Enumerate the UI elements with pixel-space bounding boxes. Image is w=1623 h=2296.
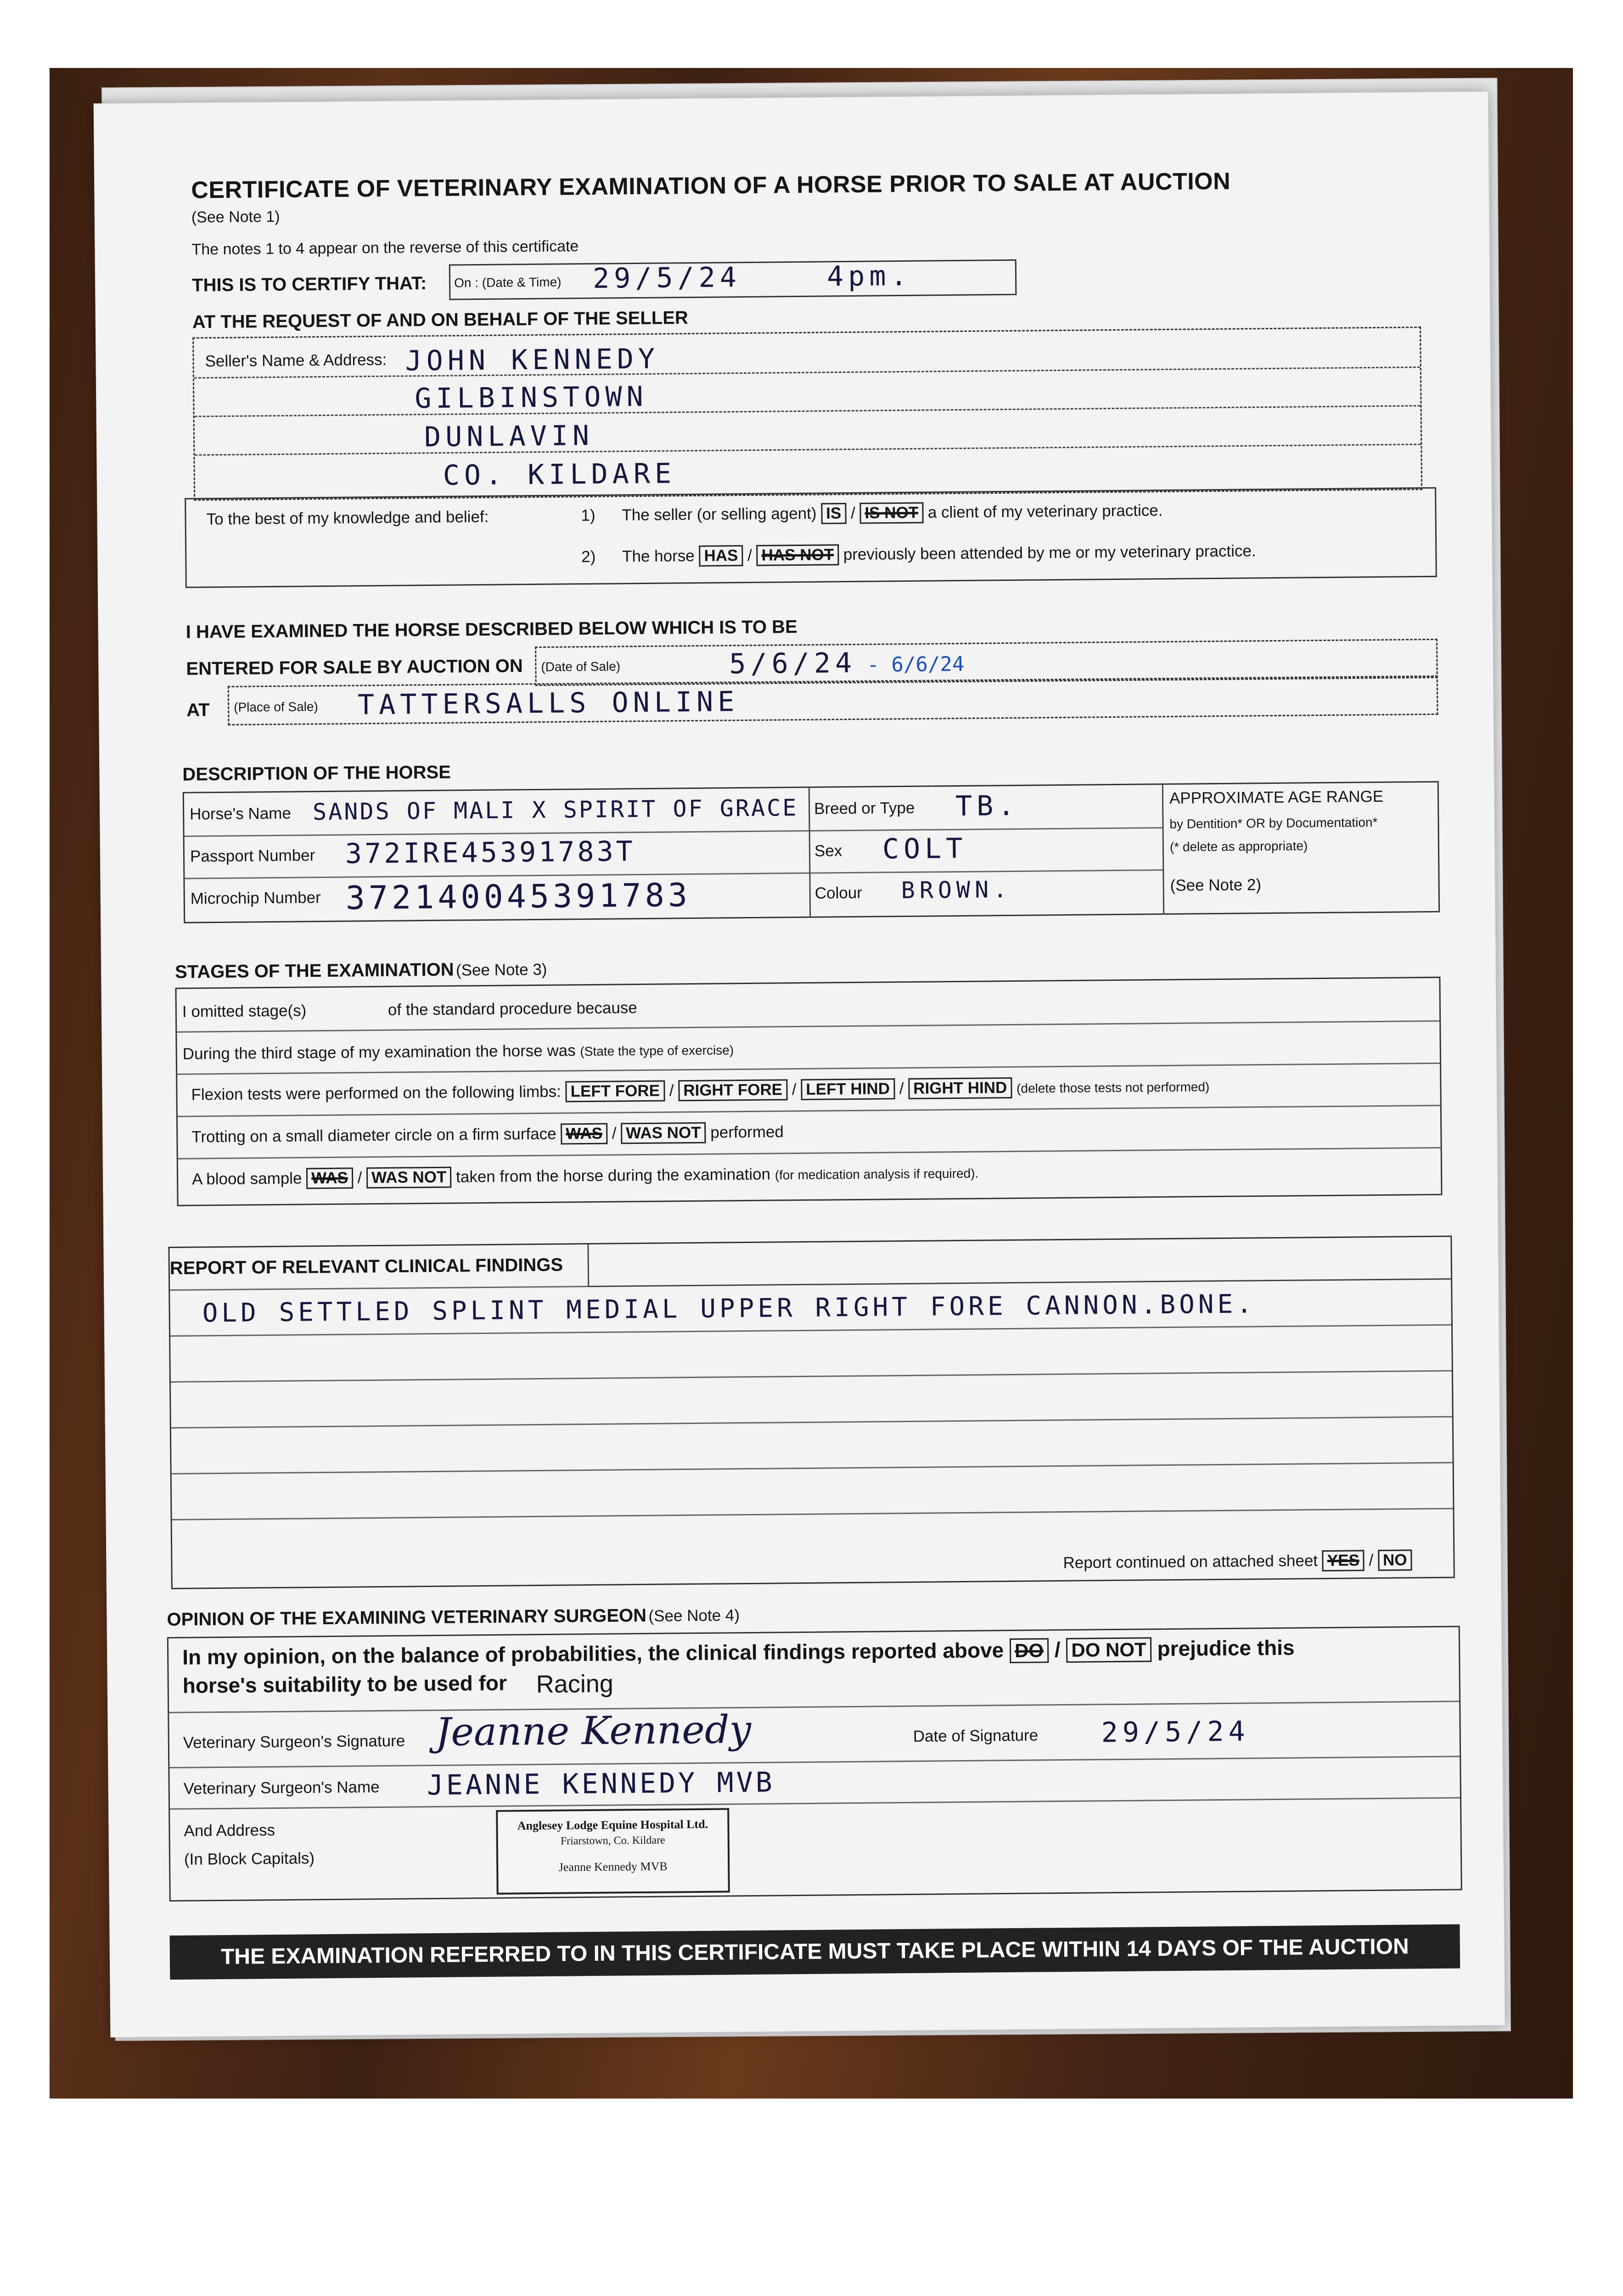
opinion-line-1	[182, 1635, 1295, 1671]
stages-see-note: (See Note 3)	[455, 960, 547, 979]
third-stage-note: (State the type of exercise)	[580, 1043, 734, 1059]
certify-date-label: On : (Date & Time)	[454, 275, 562, 290]
blood-label: A blood sample	[191, 1169, 302, 1188]
report-continued-row	[1063, 1549, 1412, 1574]
certify-time-value: 4pm.	[826, 259, 912, 293]
signature-label: Veterinary Surgeon's Signature	[183, 1732, 405, 1752]
slash: /	[747, 546, 753, 564]
certify-label: THIS IS TO CERTIFY THAT:	[191, 273, 427, 296]
signature-date-label: Date of Signature	[913, 1726, 1039, 1745]
findings-box	[168, 1236, 1455, 1589]
sex-value: COLT	[882, 832, 967, 866]
surgeon-name-value: JEANNE KENNEDY MVB	[427, 1766, 775, 1802]
passport-value: 372IRE45391783T	[345, 835, 636, 870]
belief-label: To the best of my knowledge and belief:	[206, 507, 489, 529]
opinion-box	[167, 1626, 1462, 1902]
certificate-title: CERTIFICATE OF VETERINARY EXAMINATION OF A HORSE PRIOR TO SALE AT AUCTION	[191, 168, 1231, 204]
belief-item-1	[581, 500, 1162, 526]
blood-row	[192, 1162, 978, 1190]
item2-option-has-not: HAS NOT	[756, 544, 839, 566]
report-continued-label: Report continued on attached sheet	[1063, 1552, 1318, 1572]
item2-num: 2)	[581, 547, 596, 566]
seller-address-line-1: JOHN KENNEDY	[405, 343, 660, 377]
third-stage-label: During the third stage of my examination the horse was	[182, 1041, 576, 1063]
stages-section-title: STAGES OF THE EXAMINATION	[175, 959, 454, 982]
seller-address-line-3: DUNLAVIN	[424, 419, 594, 454]
breed-label: Breed or Type	[814, 799, 915, 818]
slash: /	[1054, 1638, 1061, 1662]
signature-date-value: 29/5/24	[1101, 1715, 1250, 1749]
description-section-title: DESCRIPTION OF THE HORSE	[182, 762, 451, 785]
third-stage-row	[183, 1040, 734, 1063]
stages-table	[175, 977, 1442, 1206]
sale-place-value: TATTERSALLS ONLINE	[357, 686, 739, 721]
sale-date-label: (Date of Sale)	[541, 659, 621, 674]
surgeon-name-label: Veterinary Surgeon's Name	[183, 1778, 380, 1798]
stages-heading	[175, 959, 547, 983]
description-table	[183, 781, 1440, 923]
slash: /	[357, 1169, 362, 1187]
certificate-page	[94, 91, 1505, 2037]
trot-option-was: WAS	[561, 1123, 607, 1145]
opinion-use-value: Racing	[536, 1670, 614, 1699]
opinion-section-title: OPINION OF THE EXAMINING VETERINARY SURGEON	[167, 1605, 647, 1630]
horse-name-value: SANDS OF MALI X SPIRIT OF GRACE	[312, 794, 798, 826]
item2-text-a: The horse	[622, 546, 695, 566]
slash: /	[850, 504, 855, 522]
belief-item-2	[581, 540, 1256, 568]
sale-place-label: (Place of Sale)	[234, 699, 318, 715]
flex-right-hind: RIGHT HIND	[908, 1077, 1012, 1099]
opinion-text-c: horse's suitability to be used for	[182, 1671, 507, 1698]
sale-at-label: AT	[186, 700, 210, 720]
seller-name-label: Seller's Name & Address:	[205, 350, 387, 371]
trotting-label: Trotting on a small diameter circle on a firm surface	[191, 1125, 556, 1146]
item2-text-b: previously been attended by me or my veterinary practice.	[843, 542, 1256, 564]
certify-date-box	[449, 259, 1017, 300]
opinion-heading	[167, 1604, 740, 1630]
belief-box	[185, 487, 1437, 588]
flexion-row	[191, 1075, 1209, 1105]
item1-text-a: The seller (or selling agent)	[622, 504, 817, 524]
certify-date-value: 29/5/24	[592, 261, 741, 295]
seller-section-title: AT THE REQUEST OF AND ON BEHALF OF THE SELLER	[192, 308, 688, 332]
item1-text-b: a client of my veterinary practice.	[927, 501, 1163, 522]
seller-address-line-4: CO. KILDARE	[443, 457, 676, 492]
blood-taken: taken from the horse during the examination	[456, 1165, 771, 1186]
trotting-row	[191, 1121, 784, 1148]
slash: /	[669, 1081, 674, 1100]
seller-address-line-2: GILBINSTOWN	[415, 380, 648, 415]
blood-note: (for medication analysis if required).	[775, 1166, 979, 1182]
item1-num: 1)	[581, 506, 595, 525]
age-by: by Dentition* OR by Documentation*	[1169, 815, 1378, 831]
slash: /	[1369, 1551, 1374, 1570]
address-label-1: And Address	[184, 1821, 275, 1840]
findings-section-title: REPORT OF RELEVANT CLINICAL FINDINGS	[169, 1255, 563, 1278]
trot-option-was-not: WAS NOT	[621, 1122, 706, 1144]
sale-line-2: ENTERED FOR SALE BY AUCTION ON	[186, 656, 523, 679]
passport-label: Passport Number	[190, 846, 315, 866]
continued-option-yes: YES	[1322, 1550, 1365, 1571]
certificate-content	[167, 119, 1485, 1970]
sale-line-1: I HAVE EXAMINED THE HORSE DESCRIBED BELOW WHICH IS TO BE	[185, 617, 797, 642]
notes-line: The notes 1 to 4 appear on the reverse of this certificate	[191, 237, 579, 259]
flexion-delete-note: (delete those tests not performed)	[1016, 1080, 1210, 1096]
opinion-line-2	[183, 1671, 507, 1698]
colour-value: BROWN.	[901, 876, 1012, 904]
opinion-option-do-not: DO NOT	[1066, 1637, 1151, 1663]
blood-option-was: WAS	[306, 1167, 353, 1189]
breed-value: TB.	[955, 789, 1019, 823]
blood-option-was-not: WAS NOT	[366, 1167, 452, 1189]
slash: /	[792, 1080, 797, 1099]
sale-place-box	[228, 675, 1438, 726]
omitted-stage-because: of the standard procedure because	[387, 999, 637, 1019]
colour-label: Colour	[814, 884, 863, 902]
microchip-label: Microchip Number	[190, 889, 321, 908]
opinion-text-b: prejudice this	[1157, 1635, 1295, 1661]
age-title: APPROXIMATE AGE RANGE	[1169, 787, 1384, 807]
opinion-text-a: In my opinion, on the balance of probabilities, the clinical findings reported above	[182, 1638, 1004, 1669]
sale-date-value: 5/6/24	[729, 647, 857, 681]
slash: /	[612, 1124, 617, 1142]
stamp-line-1: Anglesey Lodge Equine Hospital Ltd.	[517, 1817, 708, 1833]
findings-text: OLD SETTLED SPLINT MEDIAL UPPER RIGHT FORE CANNON.BONE.	[202, 1289, 1256, 1328]
sale-date-extra: - 6/6/24	[867, 652, 965, 677]
horse-name-label: Horse's Name	[190, 804, 291, 823]
flex-left-fore: LEFT FORE	[565, 1080, 665, 1103]
item1-option-is: IS	[821, 503, 846, 524]
item1-option-is-not: IS NOT	[859, 502, 923, 524]
stamp-line-3: Jeanne Kennedy MVB	[558, 1859, 668, 1874]
stamp-line-2: Friarstown, Co. Kildare	[560, 1834, 665, 1847]
slash: /	[899, 1080, 904, 1098]
see-note-1: (See Note 1)	[191, 208, 280, 226]
opinion-see-note: (See Note 4)	[648, 1606, 740, 1625]
trotting-performed: performed	[710, 1123, 784, 1142]
address-label-2: (In Block Capitals)	[184, 1849, 315, 1868]
sex-label: Sex	[814, 842, 842, 860]
opinion-option-do: DO	[1010, 1638, 1049, 1663]
age-see-note: (See Note 2)	[1170, 876, 1262, 895]
microchip-value: 372140045391783	[345, 876, 691, 917]
flexion-label: Flexion tests were performed on the following limbs:	[191, 1082, 562, 1104]
flex-left-hind: LEFT HIND	[801, 1078, 895, 1100]
continued-option-no: NO	[1378, 1549, 1412, 1571]
practice-stamp	[496, 1808, 730, 1894]
omitted-stage-label: I omitted stage(s)	[182, 1002, 307, 1021]
footer-banner: THE EXAMINATION REFERRED TO IN THIS CERTIFICATE MUST TAKE PLACE WITHIN 14 DAYS OF THE AUCTION	[170, 1925, 1460, 1980]
veterinary-signature: Jeanne Kennedy	[435, 1706, 752, 1755]
item2-option-has: HAS	[699, 545, 743, 567]
flex-right-fore: RIGHT FORE	[678, 1079, 787, 1101]
age-delete-note: (* delete as appropriate)	[1169, 838, 1308, 854]
seller-name-box	[192, 326, 1422, 501]
